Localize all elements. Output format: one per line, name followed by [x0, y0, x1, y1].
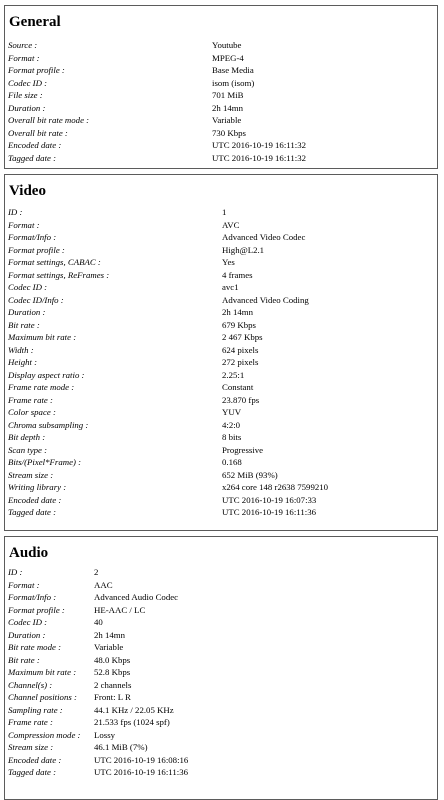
general-info-row	[5, 89, 437, 102]
video-info-key: Maximum bit rate :	[8, 332, 77, 342]
video-heading: Video	[9, 183, 46, 199]
audio-info-row	[5, 716, 437, 729]
audio-info-key: Stream size :	[8, 742, 54, 752]
audio-info-value: Lossy	[94, 729, 116, 740]
video-info-value: YUV	[222, 407, 242, 417]
audio-info-row	[5, 654, 437, 667]
video-info-key: Color space :	[8, 407, 56, 417]
audio-info-row	[5, 679, 437, 692]
audio-info-value: Advanced Audio Codec	[94, 592, 179, 602]
video-info-row	[5, 356, 437, 369]
video-info-row	[5, 381, 437, 394]
video-info-key: Frame rate mode :	[8, 382, 75, 392]
video-info-row	[5, 206, 437, 219]
video-info-value: 1	[222, 207, 227, 217]
audio-info-key: Frame rate :	[8, 717, 53, 727]
audio-info-value: 44.1 KHz / 22.05 KHz	[94, 704, 174, 715]
video-info-row	[5, 506, 437, 519]
video-info-key: Format settings, CABAC :	[8, 257, 101, 267]
general-info-key: Format :	[8, 52, 40, 63]
general-info-key: Tagged date :	[8, 152, 57, 163]
general-info-row	[5, 39, 437, 52]
audio-info-row	[5, 766, 437, 779]
general-info-value: 701 MiB	[212, 90, 244, 100]
video-section	[4, 174, 438, 531]
general-info-key: File size :	[8, 90, 43, 100]
general-info-key: Duration :	[8, 102, 46, 113]
video-info-key: Frame rate :	[8, 394, 53, 405]
video-info-key: Writing library :	[8, 482, 67, 492]
audio-info-row	[5, 741, 437, 754]
audio-info-key: Channel(s) :	[8, 679, 53, 690]
general-info-value: UTC 2016-10-19 16:11:32	[212, 140, 306, 150]
audio-info-key: Tagged date :	[8, 767, 57, 777]
general-info-row	[5, 64, 437, 77]
video-info-key: Codec ID/Info :	[8, 294, 64, 305]
general-info-value: Youtube	[212, 40, 242, 50]
audio-info-row	[5, 629, 437, 642]
audio-info-row	[5, 641, 437, 654]
video-info-key: Stream size :	[8, 469, 54, 480]
video-info-row	[5, 281, 437, 294]
general-info-row	[5, 114, 437, 127]
general-info-row	[5, 127, 437, 140]
video-info-value: Yes	[222, 257, 235, 267]
general-info-row	[5, 52, 437, 65]
video-info-key: Format profile :	[8, 244, 65, 255]
general-info-value: UTC 2016-10-19 16:11:32	[212, 152, 306, 163]
general-info-value: 2h 14mn	[212, 102, 244, 113]
audio-info-key: Bit rate mode :	[8, 642, 62, 652]
general-info-key: Source :	[8, 40, 38, 50]
video-info-value: 8 bits	[222, 432, 242, 442]
audio-heading: Audio	[9, 545, 49, 561]
general-info-key: Overall bit rate mode :	[8, 115, 90, 125]
general-rows	[5, 39, 437, 164]
audio-info-value: 52.8 Kbps	[94, 667, 131, 677]
audio-info-value: HE-AAC / LC	[94, 604, 146, 615]
audio-info-key: Bit rate :	[8, 654, 40, 665]
audio-info-key: Maximum bit rate :	[8, 667, 77, 677]
video-info-key: Scan type :	[8, 444, 48, 455]
audio-info-key: Compression mode :	[8, 729, 81, 740]
video-info-row	[5, 269, 437, 282]
video-info-row	[5, 294, 437, 307]
audio-info-key: Encoded date :	[8, 754, 62, 765]
video-info-row	[5, 419, 437, 432]
video-info-value: 652 MiB (93%)	[222, 469, 278, 480]
video-info-key: Codec ID :	[8, 282, 48, 292]
video-info-row	[5, 244, 437, 257]
video-info-value: AVC	[222, 219, 240, 230]
video-info-key: Bit rate :	[8, 319, 40, 330]
video-info-key: Chroma subsampling :	[8, 419, 89, 430]
audio-info-value: 21.533 fps (1024 spf)	[94, 717, 170, 727]
general-info-value: isom (isom)	[212, 77, 255, 88]
video-info-row	[5, 369, 437, 382]
general-heading: General	[9, 14, 61, 30]
audio-info-key: Format/Info :	[8, 592, 57, 602]
video-info-key: Display aspect ratio :	[8, 369, 85, 380]
audio-info-value: 2h 14mn	[94, 629, 126, 640]
video-info-row	[5, 331, 437, 344]
audio-info-value: UTC 2016-10-19 16:08:16	[94, 754, 189, 765]
audio-info-value: 48.0 Kbps	[94, 654, 131, 665]
video-info-row	[5, 219, 437, 232]
video-info-value: 2h 14mn	[222, 307, 254, 317]
audio-rows	[5, 566, 437, 779]
video-info-key: Bit depth :	[8, 432, 46, 442]
video-info-value: 4:2:0	[222, 419, 241, 430]
audio-info-value: Variable	[94, 642, 124, 652]
video-info-row	[5, 494, 437, 507]
audio-info-row	[5, 754, 437, 767]
audio-info-row	[5, 691, 437, 704]
audio-info-row	[5, 604, 437, 617]
video-info-row	[5, 481, 437, 494]
general-info-key: Encoded date :	[8, 140, 62, 150]
video-info-value: 2 467 Kbps	[222, 332, 263, 342]
video-info-row	[5, 456, 437, 469]
video-info-value: Advanced Video Codec	[222, 232, 306, 242]
video-info-row	[5, 394, 437, 407]
video-info-value: avc1	[222, 282, 239, 292]
audio-info-row	[5, 616, 437, 629]
video-info-value: UTC 2016-10-19 16:11:36	[222, 507, 316, 517]
audio-info-key: Format :	[8, 579, 40, 590]
general-info-value: Variable	[212, 115, 242, 125]
video-info-key: Height :	[8, 357, 38, 367]
audio-info-key: Sampling rate :	[8, 704, 63, 715]
audio-info-value: AAC	[94, 579, 113, 590]
audio-info-key: Codec ID :	[8, 617, 48, 627]
general-info-row	[5, 139, 437, 152]
audio-info-value: 2 channels	[94, 679, 132, 690]
video-info-row	[5, 431, 437, 444]
audio-info-key: Channel positions :	[8, 692, 77, 702]
audio-info-value: 40	[94, 617, 103, 627]
video-info-key: Tagged date :	[8, 507, 57, 517]
audio-info-row	[5, 704, 437, 717]
video-info-key: ID :	[8, 207, 23, 217]
video-info-row	[5, 344, 437, 357]
video-info-row	[5, 256, 437, 269]
audio-info-row	[5, 729, 437, 742]
video-info-value: 679 Kbps	[222, 319, 256, 330]
general-info-key: Overall bit rate :	[8, 127, 68, 138]
video-info-key: Duration :	[8, 307, 46, 317]
video-rows	[5, 206, 437, 519]
video-info-key: Format :	[8, 219, 40, 230]
audio-info-value: Front: L R	[94, 692, 131, 702]
audio-info-value: UTC 2016-10-19 16:11:36	[94, 767, 188, 777]
video-info-row	[5, 306, 437, 319]
video-info-value: x264 core 148 r2638 7599210	[222, 482, 329, 492]
audio-section	[4, 536, 438, 800]
general-info-row	[5, 77, 437, 90]
video-info-key: Width :	[8, 344, 34, 355]
video-info-value: 4 frames	[222, 269, 253, 280]
video-info-value: UTC 2016-10-19 16:07:33	[222, 494, 317, 505]
video-info-value: 0.168	[222, 457, 242, 467]
video-info-value: 624 pixels	[222, 344, 259, 355]
video-info-row	[5, 319, 437, 332]
audio-info-key: Format profile :	[8, 604, 65, 615]
general-info-key: Format profile :	[8, 65, 65, 75]
general-section	[4, 5, 438, 169]
audio-info-row	[5, 579, 437, 592]
video-info-value: Constant	[222, 382, 254, 392]
general-info-key: Codec ID :	[8, 77, 48, 88]
audio-info-key: Duration :	[8, 629, 46, 640]
general-info-value: MPEG-4	[212, 52, 244, 63]
video-info-value: Advanced Video Coding	[222, 294, 309, 305]
general-info-row	[5, 152, 437, 165]
video-info-row	[5, 231, 437, 244]
general-info-value: 730 Kbps	[212, 127, 246, 138]
video-info-row	[5, 444, 437, 457]
video-info-key: Format settings, ReFrames :	[8, 269, 110, 280]
audio-info-key: ID :	[8, 567, 23, 577]
video-info-value: 23.870 fps	[222, 394, 260, 405]
video-info-key: Bits/(Pixel*Frame) :	[8, 457, 82, 467]
audio-info-row	[5, 591, 437, 604]
video-info-row	[5, 406, 437, 419]
audio-info-value: 46.1 MiB (7%)	[94, 742, 148, 752]
video-info-value: 2.25:1	[222, 369, 245, 380]
audio-info-value: 2	[94, 567, 99, 577]
video-info-key: Format/Info :	[8, 232, 57, 242]
video-info-value: 272 pixels	[222, 357, 259, 367]
audio-info-row	[5, 566, 437, 579]
video-info-value: High@L2.1	[222, 244, 265, 255]
audio-info-row	[5, 666, 437, 679]
video-info-row	[5, 469, 437, 482]
video-info-key: Encoded date :	[8, 494, 62, 505]
general-info-row	[5, 102, 437, 115]
video-info-value: Progressive	[222, 444, 264, 455]
general-info-value: Base Media	[212, 65, 254, 75]
